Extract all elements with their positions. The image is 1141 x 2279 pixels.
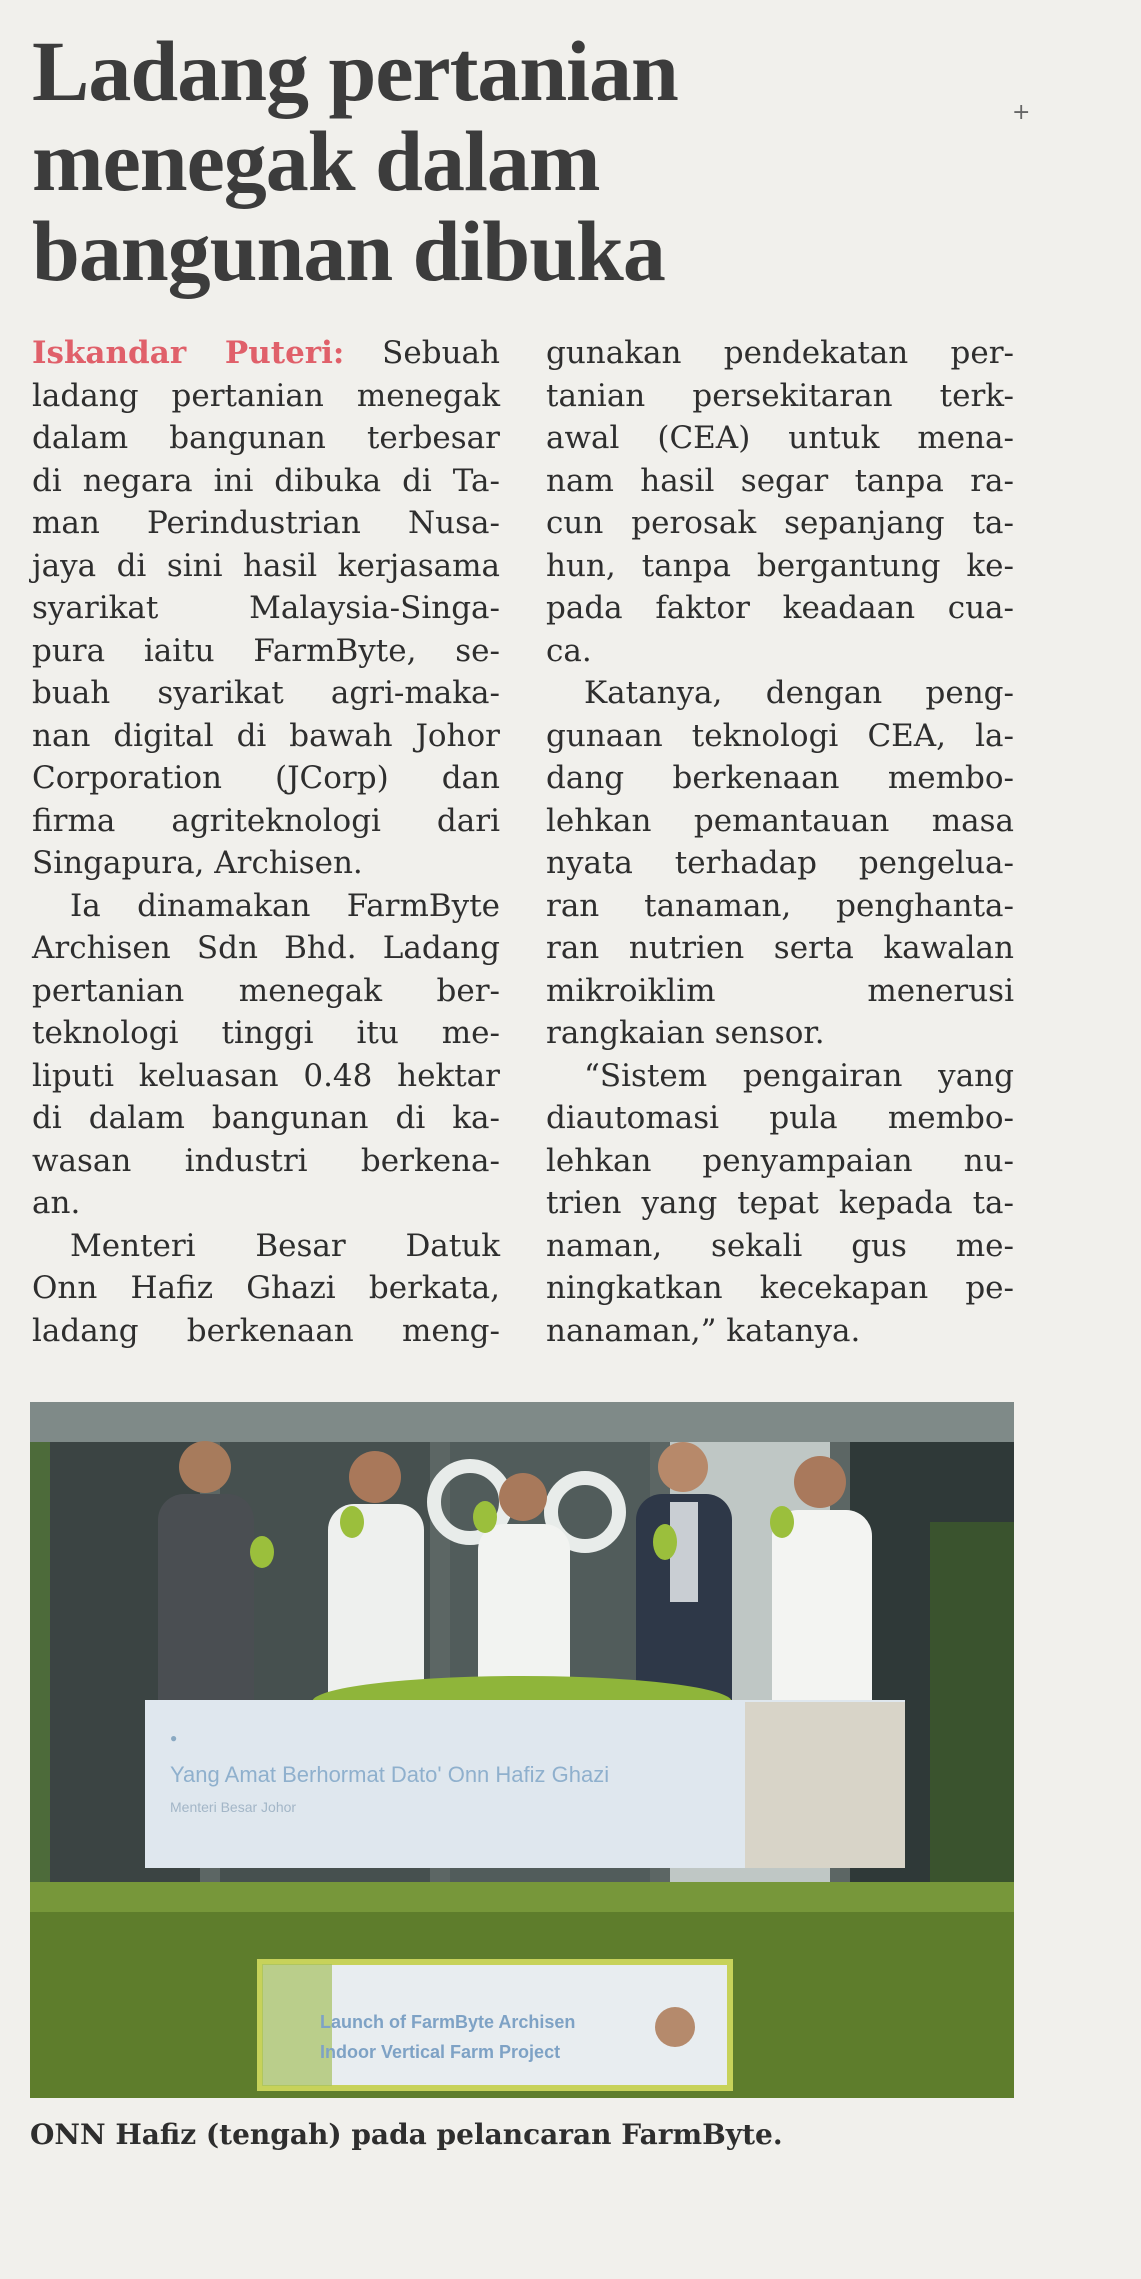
body-line: awal (CEA) untuk mena- (546, 420, 1014, 456)
body-line: ca. (546, 632, 592, 669)
body-line: ran tanaman, penghanta- (546, 887, 1014, 924)
body-line: rangkaian sensor. (546, 1015, 825, 1051)
headline-line: Ladang pertanian (32, 23, 678, 119)
body-line: di negara ini dibuka di Ta- (32, 462, 500, 499)
body-line: nyata terhadap pengelua- (546, 845, 1014, 881)
body-line: teknologi tinggi itu me- (32, 1015, 500, 1051)
body-line: ladang pertanian menegak (32, 377, 500, 414)
body-line: nanaman,” katanya. (546, 1312, 861, 1349)
body-line: pura iaitu FarmByte, se- (32, 632, 500, 669)
body-line: pada faktor keadaan cua- (546, 590, 1014, 626)
crosshair-mark-icon: + (1012, 100, 1031, 125)
body-line: di dalam bangunan di ka- (32, 1100, 500, 1136)
headline-line: bangunan dibuka (32, 203, 665, 299)
body-line: lehkan pemantauan masa (546, 802, 1014, 839)
body-line: buah syarikat agri-maka- (32, 675, 500, 711)
body-line: ningkatkan kecekapan pe- (546, 1270, 1014, 1306)
body-line: dalam bangunan terbesar (32, 420, 500, 456)
body-line: trien yang tepat kepada ta- (546, 1185, 1014, 1221)
body-line: gunaan teknologi CEA, la- (546, 717, 1014, 754)
news-photo (30, 1402, 1014, 2098)
dateline: Iskandar Puteri: (32, 335, 345, 371)
body-line: pertanian menegak ber- (32, 972, 500, 1009)
body-line: diautomasi pula membo- (546, 1100, 1014, 1136)
body-line: ladang berkenaan meng- (32, 1312, 500, 1349)
body-line: jaya di sini hasil kerjasama (32, 547, 500, 584)
body-line: Ia dinamakan FarmByte (70, 887, 500, 924)
body-line: man Perindustrian Nusa- (32, 505, 500, 541)
headline (32, 23, 932, 299)
body-line: mikroiklim menerusi (546, 972, 1014, 1009)
body-line: lehkan penyampaian nu- (546, 1142, 1014, 1179)
body-line: liputi keluasan 0.48 hektar (32, 1057, 500, 1094)
body-line: Corporation (JCorp) dan (32, 760, 500, 796)
body-line: an. (32, 1185, 81, 1221)
body-line: nam hasil segar tanpa ra- (546, 462, 1014, 499)
body-line: tanian persekitaran terk- (546, 377, 1014, 414)
body-line: Onn Hafiz Ghazi berkata, (32, 1270, 500, 1306)
article-column-left (32, 332, 500, 1352)
body-line: Katanya, dengan peng- (584, 675, 1014, 711)
body-line: “Sistem pengairan yang (584, 1057, 1014, 1094)
body-line: cun perosak sepanjang ta- (546, 505, 1014, 541)
body-line: firma agriteknologi dari (32, 802, 500, 839)
photo-caption: ONN Hafiz (tengah) pada pelancaran FarmByte. (30, 2118, 783, 2151)
body-line: gunakan pendekatan per- (546, 335, 1014, 371)
body-line: Sebuah (344, 335, 500, 371)
body-line: dang berkenaan membo- (546, 760, 1014, 796)
body-line: hun, tanpa bergantung ke- (546, 547, 1014, 584)
article-column-right (546, 332, 1014, 1352)
sign-subtitle: Indoor Vertical Farm Project (320, 2042, 561, 2062)
body-line: wasan industri berkena- (32, 1142, 500, 1179)
body-line: Menteri Besar Datuk (70, 1227, 500, 1264)
sign-title: Launch of FarmByte Archisen (320, 2012, 576, 2032)
banner-subtitle: Menteri Besar Johor (170, 1799, 297, 1815)
photo-illustration (30, 1402, 1014, 2098)
body-line: naman, sekali gus me- (546, 1227, 1014, 1264)
body-line: syarikat Malaysia-Singa- (32, 590, 500, 626)
body-line: nan digital di bawah Johor (32, 717, 500, 754)
banner-small-text: ● (170, 1731, 178, 1745)
body-line: ran nutrien serta kawalan (546, 930, 1014, 966)
body-line: Singapura, Archisen. (32, 845, 363, 881)
banner-title: Yang Amat Berhormat Dato' Onn Hafiz Ghazi (170, 1762, 610, 1787)
headline-line: menegak dalam (32, 113, 600, 209)
body-line: Archisen Sdn Bhd. Ladang (32, 930, 500, 966)
